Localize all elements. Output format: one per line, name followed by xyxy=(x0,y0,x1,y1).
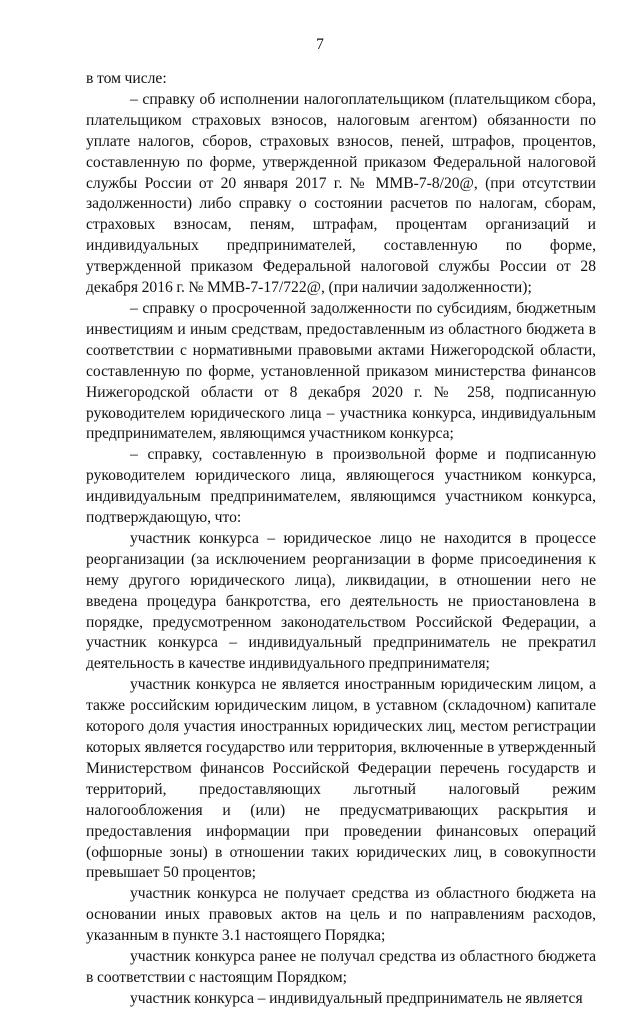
paragraph-overdue-debt-certificate: – справку о просроченной задолженности по субсидиям, бюджетным инвестициям и иным средствам, предоставленным из областного бюджета в соответствии с нормативными правовыми актами Нижегородской области, составленную по форме, установленной приказом министерства финансов Нижегородской области от 8 декабря 2020 г. № 258, подписанную руководителем юридического лица – участника конкурса, индивидуальным предпринимателем, являющимся участником конкурса; xyxy=(86,299,596,443)
paragraph-no-other-funding: участник конкурса не получает средства из областного бюджета на основании иных правовых актов на цель и по направлениям расходов, указанным в пункте 3.1 настоящего Порядка; xyxy=(86,885,596,945)
paragraph-no-reorganization: участник конкурса – юридическое лицо не находится в процессе реорганизации (за исключением реорганизации в форме присоединения к нему другого юридического лица), ликвидации, в отношении него не введена процедура банкротства, его деятельность не приостановлена в порядке, предусмотренном законодательством Российской Федерации, а участник конкурса – индивидуальный предприниматель не прекратил деятельность в качестве индивидуального предпринимателя; xyxy=(86,529,596,673)
paragraph-entrepreneur-continued: участник конкурса – индивидуальный предприниматель не является xyxy=(130,989,583,1007)
paragraph-intro: в том числе: xyxy=(86,70,167,87)
paragraph-tax-certificate: – справку об исполнении налогоплательщиком (плательщиком сбора, плательщиком страховых взносов, налоговым агентом) обязанности по уплате налогов, сборов, страховых взносов, пеней, штрафов, процентов, составленную по форме, утвержденной приказом Федеральной налоговой службы России от 20 января 2017 г. № ММВ-7-8/20@, (при отсутствии задолженности) либо справку о состоянии расчетов по налогам, сборам, страховых взносам, пеням, штрафам, процентам организаций и индивидуальных предпринимателей, составленную по форме, утвержденной приказом Федеральной налоговой службы России от 28 декабря 2016 г. № ММВ-7-17/722@, (при наличии задолженности); xyxy=(86,90,596,297)
paragraph-free-form-certificate: – справку, составленную в произвольной форме и подписанную руководителем юридического лица, являющегося участником конкурса, индивидуальным предпринимателем, являющимся участником конкурса, подтверждающую, что: xyxy=(86,446,596,527)
paragraph-not-foreign-entity: участник конкурса не является иностранным юридическим лицом, а также российским юридическим лицом, в уставном (складочном) капитале которого доля участия иностранных юридических лиц, местом регистрации которых является государство или территория, включенные в утвержденный Министерством финансов Российской Федерации перечень государств и территорий, предоставляющих льготный налоговый режим налогообложения и (или) не предусматривающих раскрытия и предоставления информации при проведении финансовых операций (офшорные зоны) в отношении таких юридических лиц, в совокупности превышает 50 процентов; xyxy=(86,676,596,882)
page-number: 7 xyxy=(316,36,324,53)
document-body xyxy=(86,69,596,1010)
paragraph-no-prior-funding: участник конкурса ранее не получал средства из областного бюджета в соответствии с настоящим Порядком; xyxy=(86,948,596,986)
